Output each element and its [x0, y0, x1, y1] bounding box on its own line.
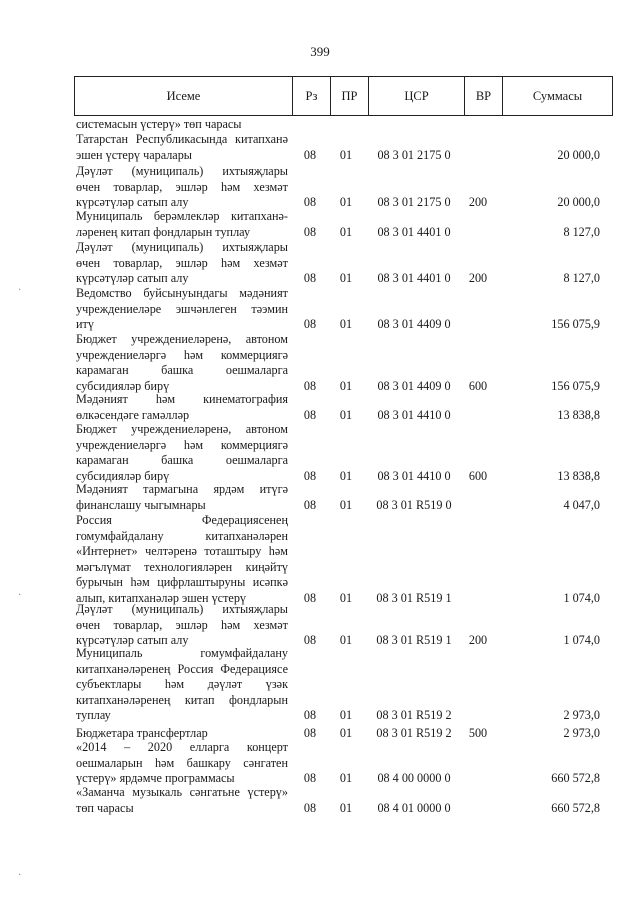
row-sum: 8 127,0 [563, 271, 600, 286]
row-vr: 500 [468, 726, 488, 740]
row-sum: 13 838,8 [557, 468, 600, 483]
row-name-line: Россия Федерациясенең [76, 513, 288, 527]
row-sum: 4 047,0 [563, 497, 600, 512]
table-row [0, 332, 640, 394]
row-name [76, 286, 288, 333]
row-rz: 08 [303, 407, 317, 422]
row-sum: 20 000,0 [557, 147, 600, 162]
row-name-line: Муниципаль гомумфайдалану [76, 646, 288, 660]
row-pr: 01 [339, 800, 353, 815]
row-rz: 08 [303, 468, 317, 483]
row-csr: 08 4 01 0000 0 [377, 800, 451, 815]
row-name-line: Татарстан Республикасында китапханә [76, 132, 288, 146]
row-name [76, 740, 288, 787]
row-name-line: өчен товарлар, эшләр һәм хезмәт [76, 179, 288, 194]
row-name [76, 646, 288, 724]
scan-mark: · [18, 590, 22, 601]
row-name-line: эшен үстерү чаралары [76, 147, 192, 162]
table-row [0, 209, 640, 240]
row-name-line: финанслашу чыгымнары [76, 497, 206, 512]
row-sum: 1 074,0 [563, 591, 600, 605]
row-name-line: «Интернет» челтәренә тоташтыру һәм [76, 544, 288, 559]
table-header [74, 76, 613, 116]
row-vr: 200 [468, 633, 488, 648]
row-rz: 08 [303, 708, 317, 723]
row-name-line: алып, китапханәләр эшен үстерү [76, 590, 247, 605]
row-sum: 1 074,0 [563, 633, 600, 648]
row-name [76, 117, 288, 133]
table-row [0, 602, 640, 649]
row-name-line: Мәдәният һәм кинематография [76, 392, 288, 406]
row-rz: 08 [303, 497, 317, 512]
row-pr: 01 [339, 633, 353, 648]
row-csr: 08 3 01 4401 0 [377, 224, 451, 239]
row-pr: 01 [339, 726, 353, 740]
row-name-line: ләренең китап фондларын туплау [76, 224, 251, 239]
row-csr: 08 3 01 2175 0 [377, 147, 451, 162]
table-row [0, 422, 640, 484]
row-csr: 08 4 00 0000 0 [377, 771, 451, 786]
row-name-line: системасын үстерү» төп чарасы [76, 117, 242, 131]
row-pr: 01 [339, 591, 353, 605]
row-csr: 08 3 01 R519 1 [376, 591, 452, 605]
row-name [76, 132, 288, 163]
row-vr: 200 [468, 195, 488, 210]
row-name-line: Бюджетара трансфертлар [76, 726, 208, 740]
table-row [0, 482, 640, 513]
row-rz: 08 [303, 317, 317, 332]
table-row [0, 513, 640, 607]
page-number: 399 [310, 44, 330, 59]
row-pr: 01 [339, 708, 353, 723]
row-sum: 156 075,9 [551, 317, 600, 332]
header-sum: Суммасы [503, 77, 613, 116]
table-row [0, 117, 640, 133]
row-name-line: күрсәтүләр сатып алу [76, 195, 189, 210]
row-name [76, 602, 288, 649]
row-name-line: «2014 – 2020 елларга концерт [76, 740, 288, 754]
row-sum: 13 838,8 [557, 407, 600, 422]
row-rz: 08 [303, 800, 317, 815]
row-name-line: субъектлары һәм дәүләт үзәк [76, 677, 288, 692]
row-rz: 08 [303, 591, 317, 605]
row-name [76, 482, 288, 513]
row-name-line: өлкәсендәге гамәлләр [76, 407, 190, 422]
row-csr: 08 3 01 R519 2 [376, 726, 452, 740]
table-row [0, 240, 640, 287]
row-pr: 01 [339, 468, 353, 483]
row-pr: 01 [339, 497, 353, 512]
row-rz: 08 [303, 271, 317, 286]
row-csr: 08 3 01 R519 0 [376, 497, 452, 512]
scan-mark: · [18, 285, 22, 296]
row-name-line: Дәүләт (муниципаль) ихтыяҗлары [76, 602, 288, 616]
row-csr: 08 3 01 R519 1 [376, 633, 452, 648]
row-name-line: карамаган башка оешмаларга [76, 363, 288, 378]
table-row [0, 392, 640, 423]
row-csr: 08 3 01 R519 2 [376, 708, 452, 723]
row-name-line: китапханәләренең Россия Федерациясе [76, 661, 288, 676]
row-name-line: субсидияләр бирү [76, 468, 170, 483]
row-name-line: туплау [76, 708, 111, 723]
row-name-line: гомумфайдалану китапханәләрен [76, 528, 288, 543]
row-name-line: Ведомство буйсынуындагы мәдәният [76, 286, 288, 300]
row-pr: 01 [339, 271, 353, 286]
row-name [76, 332, 288, 394]
table-row [0, 785, 640, 816]
row-pr: 01 [339, 317, 353, 332]
row-rz: 08 [303, 726, 317, 740]
header-rz: Рз [293, 77, 331, 116]
row-pr: 01 [339, 147, 353, 162]
row-pr: 01 [339, 195, 353, 210]
row-name-line: учреждениеләргә һәм коммерциягә [76, 437, 288, 452]
row-rz: 08 [303, 378, 317, 393]
row-rz: 08 [303, 224, 317, 239]
row-name-line: Муниципаль берәмлекләр китапханә- [76, 209, 288, 223]
row-name [76, 392, 288, 423]
row-pr: 01 [339, 224, 353, 239]
row-vr: 200 [468, 271, 488, 286]
row-name-line: Дәүләт (муниципаль) ихтыяҗлары [76, 164, 288, 178]
row-name-line: учреждениеләре эшчәнлеген тәэмин [76, 301, 288, 316]
row-name-line: күрсәтүләр сатып алу [76, 633, 189, 648]
row-name-line: китапханәләренең китап фондларын [76, 692, 288, 707]
table-row [0, 132, 640, 163]
row-csr: 08 3 01 4410 0 [377, 468, 451, 483]
row-rz: 08 [303, 633, 317, 648]
row-sum: 660 572,8 [551, 800, 600, 815]
row-sum: 2 973,0 [563, 726, 600, 740]
table-row [0, 164, 640, 211]
row-name-line: итү [76, 317, 94, 332]
row-sum: 8 127,0 [563, 224, 600, 239]
row-name-line: өчен товарлар, эшләр һәм хезмәт [76, 617, 288, 632]
row-name [76, 422, 288, 484]
row-sum: 156 075,9 [551, 378, 600, 393]
row-name [76, 785, 288, 816]
table-row [0, 646, 640, 724]
row-rz: 08 [303, 147, 317, 162]
row-name-line: Мәдәният тармагына ярдәм итүгә [76, 482, 288, 496]
row-rz: 08 [303, 195, 317, 210]
row-name-line: төп чарасы [76, 800, 134, 815]
table-row [0, 740, 640, 787]
table-row [0, 286, 640, 333]
row-sum: 660 572,8 [551, 771, 600, 786]
row-csr: 08 3 01 4409 0 [377, 378, 451, 393]
row-vr: 600 [468, 468, 488, 483]
header-csr: ЦСР [369, 77, 465, 116]
row-name-line: үстерү» ярдәмче программасы [76, 771, 235, 786]
row-sum: 2 973,0 [563, 708, 600, 723]
row-name [76, 513, 288, 607]
row-name [76, 209, 288, 240]
row-name-line: мәгълүмат технологияләрен киңәйтү [76, 559, 288, 574]
row-pr: 01 [339, 378, 353, 393]
row-name [76, 164, 288, 211]
row-name-line: «Заманча музыкаль сәнгатьне үстерү» [76, 785, 288, 799]
scan-mark: · [18, 870, 22, 881]
row-csr: 08 3 01 2175 0 [377, 195, 451, 210]
row-name-line: өчен товарлар, эшләр һәм хезмәт [76, 255, 288, 270]
row-name-line: оешмаларын һәм башкару сәнгатен [76, 755, 288, 770]
row-name-line: бурычын һәм цифрлаштыруны исәпкә [76, 575, 288, 590]
header-vr: ВР [465, 77, 503, 116]
header-name: Исеме [75, 77, 293, 116]
row-csr: 08 3 01 4410 0 [377, 407, 451, 422]
header-pr: ПР [331, 77, 369, 116]
row-name [76, 240, 288, 287]
row-rz: 08 [303, 771, 317, 786]
row-name-line: Бюджет учреждениеләренә, автоном [76, 332, 288, 346]
row-csr: 08 3 01 4401 0 [377, 271, 451, 286]
row-csr: 08 3 01 4409 0 [377, 317, 451, 332]
row-pr: 01 [339, 771, 353, 786]
row-name-line: субсидияләр бирү [76, 378, 170, 393]
row-name-line: Дәүләт (муниципаль) ихтыяҗлары [76, 240, 288, 254]
row-pr: 01 [339, 407, 353, 422]
row-sum: 20 000,0 [557, 195, 600, 210]
row-name-line: Бюджет учреждениеләренә, автоном [76, 422, 288, 436]
row-name-line: учреждениеләргә һәм коммерциягә [76, 347, 288, 362]
row-name-line: карамаган башка оешмаларга [76, 453, 288, 468]
row-name-line: күрсәтүләр сатып алу [76, 271, 189, 286]
row-vr: 600 [468, 378, 488, 393]
